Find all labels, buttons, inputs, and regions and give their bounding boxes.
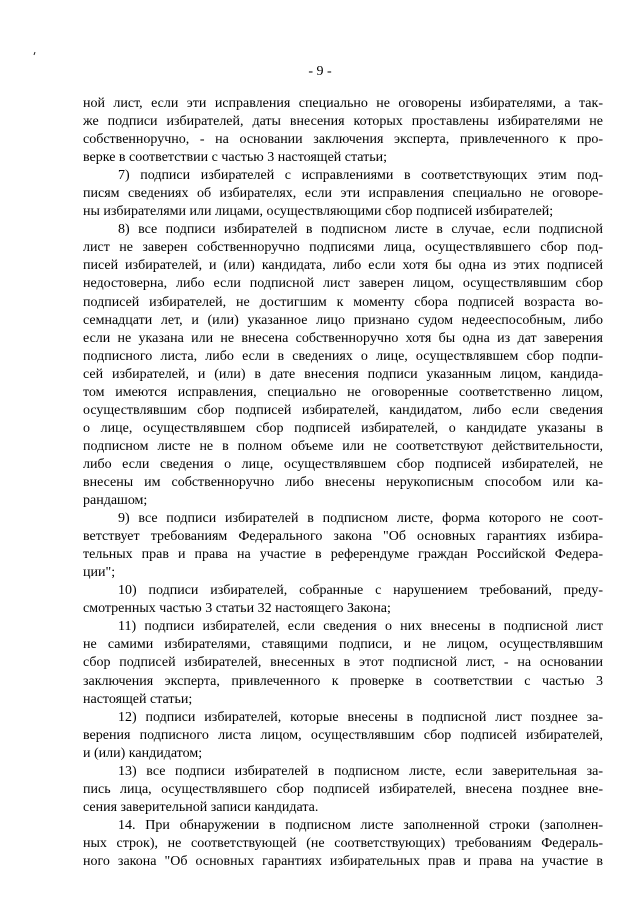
text-line: же подписи избирателей, даты внесения которых проставлены избирателями не [83,114,603,130]
text-line: подписного листа, либо если в сведениях о лице, осуществлявшем сбор подпи- [83,348,603,364]
text-line: настоящей статьи; [83,691,193,707]
text-line: недостоверна, либо если подписной лист заверен лицом, осуществлявшим сбор [83,276,603,292]
text-line: если не указана или не внесена собственноручно хотя бы одна из дат заверения [83,330,603,346]
text-line: сения заверительной записи кандидата. [83,799,319,815]
text-line: ной лист, если эти исправления специально не оговорены избирателями, а так- [83,96,603,111]
text-line: писям сведениях об избирателях, если эти исправления специально не оговоре- [83,186,603,202]
body-text [83,95,603,871]
text-line: верке в соответствии с частью 3 настоящей статьи; [83,150,388,166]
text-line: лист не заверен собственноручно подписями лица, осуществлявшего сбор под- [83,240,603,256]
text-line: собственноручно, - на основании заключения эксперта, привлеченного к про- [83,132,603,148]
text-line: не самими избирателями, ставящими подписи, и не лицом, осуществлявшим [83,637,603,653]
text-line: 14. При обнаружении в подписном листе заполненной строки (заполнен- [118,817,603,833]
text-line: 8) все подписи избирателей в подписном листе в случае, если подписной [118,222,603,238]
text-line: и (или) кандидатом; [83,745,203,761]
text-line: осуществлявшим сбор подписей избирателей, кандидатом, либо если сведения [83,402,603,418]
text-line: подписном листе не в полном объеме или не соответствуют действительности, [83,438,603,454]
text-line: либо если сведения о лице, осуществлявшем сбор подписей избирателей, не [83,456,603,472]
text-line: 11) подписи избирателей, если сведения о них внесены в подписной лист [118,619,603,635]
text-line: семнадцати лет, и (или) указанное лицо признано судом недееспособным, либо [83,312,603,328]
text-line: пись лица, осуществлявшего сбор подписей избирателей, внесена позднее вне- [83,781,603,797]
text-line: сей избирателей, и (или) в дате внесения подписи указанным лицом, кандида- [83,366,603,382]
text-line: внесены им собственноручно либо внесены нерукописным способом или ка- [83,474,603,490]
text-line: смотренных частью 3 статьи 32 настоящего Закона; [83,601,391,617]
text-line: заключения эксперта, привлеченного к проверке в соответствии с частью 3 [83,673,603,689]
text-line: ветствует требованиям Федерального закона "Об основных гарантиях избира- [83,529,603,545]
text-line: 7) подписи избирателей с исправлениями в соответствующих этим под- [118,168,603,184]
text-line: ных строк), не соответствующей (не соответствующих) требованиям Федераль- [83,835,603,851]
text-line: ны избирателями или лицами, осуществляющими сбор подписей избирателей; [83,204,554,220]
text-line: верения подписного листа лицом, осуществлявшим сбор подписей избирателей, [83,727,603,743]
text-line: ции"; [83,565,116,581]
text-line: 12) подписи избирателей, которые внесены в подписной лист позднее за- [118,709,603,725]
scan-mark [34,52,36,55]
text-line: ного закона "Об основных гарантиях избирательных прав и права на участие в [83,853,603,869]
text-line: том имеются исправления, специально не оговоренные соответственно лицом, [83,384,603,400]
text-line: 13) все подписи избирателей в подписном листе, если заверительная за- [118,763,603,779]
page-number: - 9 - [308,64,332,79]
text-line: рандашом; [83,493,148,509]
text-line: писей избирателей, и (или) кандидата, либо если хотя бы одна из этих подписей [83,258,603,274]
text-line: 10) подписи избирателей, собранные с нарушением требований, преду- [118,583,603,599]
text-line: подписей избирателей, не достигшим к моменту сбора подписей возраста во- [83,294,603,310]
text-line: тельных прав и права на участие в референдуме граждан Российской Федера- [83,547,603,563]
text-line: о лице, осуществлявшем сбор подписей избирателей, о кандидате указаны в [83,420,603,436]
text-line: сбор подписей избирателей, внесенных в этот подписной лист, - на основании [83,655,603,671]
text-line: 9) все подписи избирателей в подписном листе, форма которого не соот- [118,511,603,527]
